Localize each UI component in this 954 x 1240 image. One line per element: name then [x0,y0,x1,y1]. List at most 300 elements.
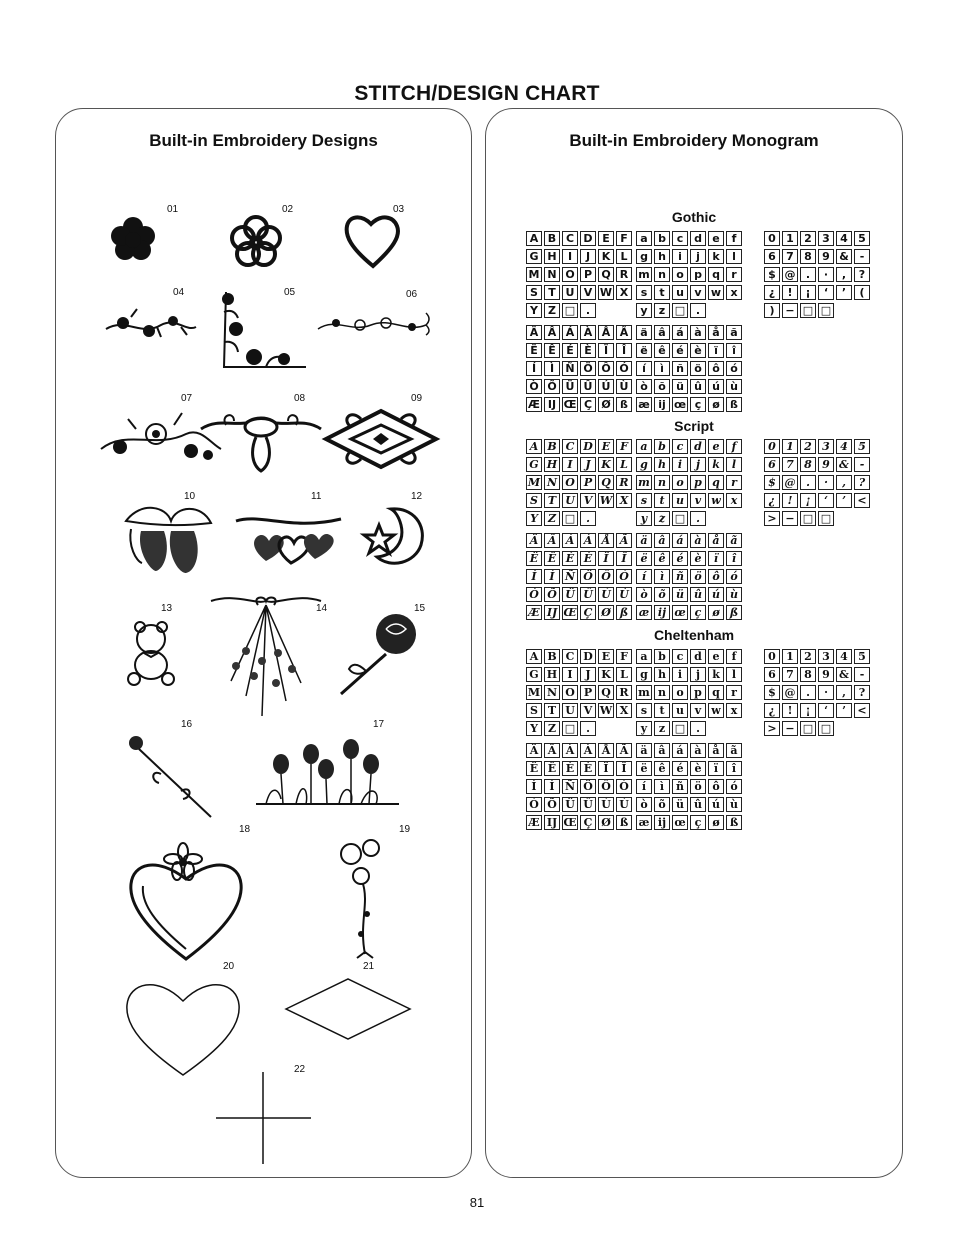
char-cell[interactable]: È [580,761,596,776]
char-cell[interactable]: B [544,231,560,246]
char-cell[interactable]: 5 [854,439,870,454]
char-cell[interactable]: õ [654,379,670,394]
char-cell[interactable]: í [636,779,652,794]
char-cell[interactable]: ä [636,325,652,340]
char-cell[interactable]: G [526,667,542,682]
char-cell[interactable]: 2 [800,439,816,454]
char-cell[interactable]: IJ [544,605,560,620]
char-cell[interactable]: ) [764,303,780,318]
char-cell[interactable]: ë [636,551,652,566]
char-cell[interactable]: Ê [544,551,560,566]
char-cell[interactable]: Q [598,685,614,700]
char-cell[interactable]: s [636,703,652,718]
char-cell[interactable]: , [836,685,852,700]
char-cell[interactable]: □ [818,511,834,526]
char-cell[interactable]: Ç [580,815,596,830]
char-cell[interactable]: 0 [764,649,780,664]
char-cell[interactable]: ‘ [818,493,834,508]
char-cell[interactable]: É [562,343,578,358]
char-cell[interactable]: N [544,475,560,490]
char-cell[interactable]: Ã [616,325,632,340]
char-cell[interactable]: I [562,249,578,264]
char-cell[interactable]: ’ [836,285,852,300]
char-cell[interactable]: Ù [616,587,632,602]
char-cell[interactable]: Ñ [562,569,578,584]
char-cell[interactable]: o [672,475,688,490]
char-cell[interactable]: @ [782,685,798,700]
char-cell[interactable]: Y [526,511,542,526]
char-cell[interactable]: ë [636,761,652,776]
char-cell[interactable]: ß [616,815,632,830]
char-cell[interactable]: z [654,721,670,736]
char-cell[interactable]: è [690,761,706,776]
char-cell[interactable]: . [800,475,816,490]
char-cell[interactable]: ù [726,797,742,812]
char-cell[interactable]: 3 [818,649,834,664]
char-cell[interactable]: ¡ [800,703,816,718]
char-cell[interactable]: t [654,703,670,718]
char-cell[interactable]: í [636,569,652,584]
char-cell[interactable]: g [636,667,652,682]
char-cell[interactable]: Z [544,303,560,318]
char-cell[interactable]: □ [818,721,834,736]
char-cell[interactable]: ö [690,569,706,584]
char-cell[interactable]: i [672,249,688,264]
char-cell[interactable]: . [800,685,816,700]
char-cell[interactable]: D [580,231,596,246]
char-cell[interactable]: Â [544,533,560,548]
char-cell[interactable]: S [526,285,542,300]
char-cell[interactable]: E [598,439,614,454]
char-cell[interactable]: ß [726,397,742,412]
char-cell[interactable]: Ú [598,797,614,812]
char-cell[interactable]: K [598,667,614,682]
char-cell[interactable]: □ [562,511,578,526]
char-cell[interactable]: n [654,475,670,490]
char-cell[interactable]: □ [800,721,816,736]
char-cell[interactable]: í [636,361,652,376]
char-cell[interactable]: 6 [764,667,780,682]
char-cell[interactable]: ô [708,779,724,794]
char-cell[interactable]: ß [616,397,632,412]
char-cell[interactable]: î [726,551,742,566]
char-cell[interactable]: □ [562,721,578,736]
char-cell[interactable]: Ë [526,761,542,776]
char-cell[interactable]: d [690,439,706,454]
char-cell[interactable]: 3 [818,439,834,454]
char-cell[interactable]: ? [854,685,870,700]
char-cell[interactable]: □ [672,511,688,526]
char-cell[interactable]: Z [544,511,560,526]
char-cell[interactable]: ú [708,379,724,394]
char-cell[interactable]: R [616,685,632,700]
char-cell[interactable]: f [726,231,742,246]
char-cell[interactable]: − [782,511,798,526]
char-cell[interactable]: B [544,649,560,664]
char-cell[interactable]: 8 [800,667,816,682]
char-cell[interactable]: . [580,721,596,736]
char-cell[interactable]: Æ [526,815,542,830]
char-cell[interactable]: a [636,231,652,246]
char-cell[interactable]: ¿ [764,703,780,718]
char-cell[interactable]: v [690,703,706,718]
char-cell[interactable]: t [654,285,670,300]
char-cell[interactable]: Ï [598,343,614,358]
char-cell[interactable]: Ö [580,779,596,794]
char-cell[interactable]: y [636,721,652,736]
char-cell[interactable]: □ [672,303,688,318]
char-cell[interactable]: à [690,533,706,548]
char-cell[interactable]: Ê [544,343,560,358]
char-cell[interactable]: Í [526,569,542,584]
char-cell[interactable]: r [726,685,742,700]
char-cell[interactable]: ó [726,569,742,584]
char-cell[interactable]: R [616,475,632,490]
char-cell[interactable]: P [580,267,596,282]
char-cell[interactable]: l [726,667,742,682]
char-cell[interactable]: œ [673,398,687,411]
char-cell[interactable]: Õ [544,587,560,602]
char-cell[interactable]: Á [562,533,578,548]
char-cell[interactable]: d [690,649,706,664]
char-cell[interactable]: I [562,667,578,682]
char-cell[interactable]: b [654,649,670,664]
char-cell[interactable]: ò [636,797,652,812]
char-cell[interactable]: ü [672,797,688,812]
char-cell[interactable]: O [562,267,578,282]
char-cell[interactable]: E [598,231,614,246]
char-cell[interactable]: Œ [563,606,577,619]
char-cell[interactable]: ù [726,379,742,394]
char-cell[interactable]: œ [672,605,688,620]
char-cell[interactable]: ú [708,797,724,812]
char-cell[interactable]: G [526,249,542,264]
char-cell[interactable]: X [616,703,632,718]
char-cell[interactable]: œ [672,815,688,830]
char-cell[interactable]: 5 [854,649,870,664]
char-cell[interactable]: ij [654,605,670,620]
char-cell[interactable]: Ú [598,379,614,394]
char-cell[interactable]: S [526,703,542,718]
char-cell[interactable]: 3 [818,231,834,246]
char-cell[interactable]: c [672,649,688,664]
char-cell[interactable]: n [654,267,670,282]
char-cell[interactable]: L [616,249,632,264]
char-cell[interactable]: Ò [526,587,542,602]
char-cell[interactable]: 9 [818,457,834,472]
char-cell[interactable]: ï [708,761,724,776]
char-cell[interactable]: □ [672,721,688,736]
char-cell[interactable]: . [690,721,706,736]
char-cell[interactable]: ê [654,551,670,566]
char-cell[interactable]: U [562,493,578,508]
char-cell[interactable]: ø [708,815,724,830]
char-cell[interactable]: R [616,267,632,282]
char-cell[interactable]: H [544,249,560,264]
char-cell[interactable]: Û [580,587,596,602]
char-cell[interactable]: Ä [526,533,542,548]
char-cell[interactable]: ? [854,475,870,490]
char-cell[interactable]: Å [598,743,614,758]
char-cell[interactable]: IJ [544,397,560,412]
char-cell[interactable]: 7 [782,667,798,682]
char-cell[interactable]: F [616,439,632,454]
char-cell[interactable]: $ [764,475,780,490]
char-cell[interactable]: ò [636,379,652,394]
char-cell[interactable]: ñ [672,779,688,794]
char-cell[interactable]: D [580,439,596,454]
char-cell[interactable]: □ [562,303,578,318]
char-cell[interactable]: M [527,686,541,699]
char-cell[interactable]: a [636,439,652,454]
char-cell[interactable]: Ë [526,343,542,358]
char-cell[interactable]: Œ [563,398,577,411]
char-cell[interactable]: F [616,231,632,246]
char-cell[interactable]: h [654,457,670,472]
char-cell[interactable]: e [708,649,724,664]
char-cell[interactable]: Õ [544,379,560,394]
char-cell[interactable]: i [672,667,688,682]
char-cell[interactable]: Í [526,361,542,376]
char-cell[interactable]: x [726,493,742,508]
char-cell[interactable]: Ë [526,551,542,566]
char-cell[interactable]: s [636,493,652,508]
char-cell[interactable]: k [708,249,724,264]
char-cell[interactable]: Ç [580,397,596,412]
char-cell[interactable]: Û [580,797,596,812]
char-cell[interactable]: 2 [800,231,816,246]
char-cell[interactable]: ¿ [764,493,780,508]
char-cell[interactable]: r [726,475,742,490]
char-cell[interactable]: 4 [836,231,852,246]
char-cell[interactable]: ’ [836,493,852,508]
char-cell[interactable]: m [636,685,652,700]
char-cell[interactable]: ì [654,779,670,794]
char-cell[interactable]: à [690,743,706,758]
char-cell[interactable]: e [708,231,724,246]
char-cell[interactable]: & [836,249,852,264]
char-cell[interactable]: · [818,267,834,282]
char-cell[interactable]: m [636,267,652,282]
char-cell[interactable]: ù [726,587,742,602]
char-cell[interactable]: æ [636,815,652,830]
char-cell[interactable]: K [598,457,614,472]
char-cell[interactable]: 1 [782,649,798,664]
char-cell[interactable]: J [580,667,596,682]
char-cell[interactable]: 8 [800,457,816,472]
char-cell[interactable]: q [708,475,724,490]
char-cell[interactable]: < [854,703,870,718]
char-cell[interactable]: é [672,551,688,566]
char-cell[interactable]: Æ [526,397,542,412]
char-cell[interactable]: ß [726,815,742,830]
char-cell[interactable]: x [726,285,742,300]
char-cell[interactable]: v [690,493,706,508]
char-cell[interactable]: É [562,761,578,776]
char-cell[interactable]: 4 [836,649,852,664]
char-cell[interactable]: a [636,649,652,664]
char-cell[interactable]: Q [598,475,614,490]
char-cell[interactable]: î [726,761,742,776]
char-cell[interactable]: Ò [526,379,542,394]
char-cell[interactable]: ( [854,285,870,300]
char-cell[interactable]: Á [562,325,578,340]
char-cell[interactable]: N [544,685,560,700]
char-cell[interactable]: ¿ [764,285,780,300]
char-cell[interactable]: & [836,457,852,472]
char-cell[interactable]: ï [708,343,724,358]
char-cell[interactable]: ä [636,743,652,758]
char-cell[interactable]: ‘ [818,703,834,718]
char-cell[interactable]: ß [616,605,632,620]
char-cell[interactable]: 5 [854,231,870,246]
char-cell[interactable]: Î [616,551,632,566]
char-cell[interactable]: È [580,551,596,566]
char-cell[interactable]: Ç [580,605,596,620]
char-cell[interactable]: L [616,457,632,472]
char-cell[interactable]: ø [708,397,724,412]
char-cell[interactable]: à [690,325,706,340]
char-cell[interactable]: ü [672,587,688,602]
char-cell[interactable]: ã [726,533,742,548]
char-cell[interactable]: > [764,721,780,736]
char-cell[interactable]: Å [598,533,614,548]
char-cell[interactable]: Á [562,743,578,758]
char-cell[interactable]: å [708,533,724,548]
char-cell[interactable]: G [526,457,542,472]
char-cell[interactable]: ã [726,325,742,340]
char-cell[interactable]: @ [782,267,798,282]
char-cell[interactable]: Y [526,303,542,318]
char-cell[interactable]: á [672,325,688,340]
char-cell[interactable]: O [562,475,578,490]
char-cell[interactable]: e [708,439,724,454]
char-cell[interactable]: 1 [782,231,798,246]
char-cell[interactable]: ó [726,779,742,794]
char-cell[interactable]: A [526,439,542,454]
char-cell[interactable]: @ [782,475,798,490]
char-cell[interactable]: g [636,249,652,264]
char-cell[interactable]: Ô [598,779,614,794]
char-cell[interactable]: ó [726,361,742,376]
char-cell[interactable]: Ï [598,551,614,566]
char-cell[interactable]: 6 [764,457,780,472]
char-cell[interactable]: d [690,231,706,246]
char-cell[interactable]: 6 [764,249,780,264]
char-cell[interactable]: A [526,649,542,664]
char-cell[interactable]: Y [526,721,542,736]
char-cell[interactable]: ø [708,605,724,620]
char-cell[interactable]: Ú [598,587,614,602]
char-cell[interactable]: ij [654,397,670,412]
char-cell[interactable]: æ [636,397,652,412]
char-cell[interactable]: ? [854,267,870,282]
char-cell[interactable]: 9 [818,249,834,264]
char-cell[interactable]: u [672,493,688,508]
char-cell[interactable]: Ü [562,587,578,602]
char-cell[interactable]: $ [764,267,780,282]
char-cell[interactable]: x [726,703,742,718]
char-cell[interactable]: n [654,685,670,700]
char-cell[interactable]: Ø [598,815,614,830]
char-cell[interactable]: ! [782,285,798,300]
char-cell[interactable]: Ó [616,361,632,376]
char-cell[interactable]: Î [616,343,632,358]
char-cell[interactable]: V [580,493,596,508]
char-cell[interactable]: y [636,511,652,526]
char-cell[interactable]: u [672,285,688,300]
char-cell[interactable]: . [690,303,706,318]
char-cell[interactable]: z [654,303,670,318]
char-cell[interactable]: Q [598,267,614,282]
char-cell[interactable]: Ñ [562,779,578,794]
char-cell[interactable]: t [654,493,670,508]
char-cell[interactable]: ò [636,587,652,602]
char-cell[interactable]: I [562,457,578,472]
char-cell[interactable]: 0 [764,231,780,246]
char-cell[interactable]: Ì [544,779,560,794]
char-cell[interactable]: î [726,343,742,358]
char-cell[interactable]: Û [580,379,596,394]
char-cell[interactable]: C [562,231,578,246]
char-cell[interactable]: o [672,267,688,282]
char-cell[interactable]: $ [764,685,780,700]
char-cell[interactable]: p [690,475,706,490]
char-cell[interactable]: B [544,439,560,454]
char-cell[interactable]: Ä [526,325,542,340]
char-cell[interactable]: . [580,303,596,318]
char-cell[interactable]: M [527,476,541,489]
char-cell[interactable]: ü [672,379,688,394]
char-cell[interactable]: Ó [616,779,632,794]
char-cell[interactable]: l [726,457,742,472]
char-cell[interactable]: M [526,267,542,282]
char-cell[interactable]: U [562,285,578,300]
char-cell[interactable]: 7 [782,457,798,472]
char-cell[interactable]: Â [544,325,560,340]
char-cell[interactable]: Ì [544,361,560,376]
char-cell[interactable]: ê [654,343,670,358]
char-cell[interactable]: À [580,533,596,548]
char-cell[interactable]: Œ [563,816,577,829]
char-cell[interactable]: Å [598,325,614,340]
char-cell[interactable]: Â [544,743,560,758]
char-cell[interactable]: å [708,743,724,758]
char-cell[interactable]: À [580,325,596,340]
char-cell[interactable]: p [690,267,706,282]
char-cell[interactable]: C [562,649,578,664]
char-cell[interactable]: â [654,743,670,758]
char-cell[interactable]: ñ [672,361,688,376]
char-cell[interactable]: P [580,475,596,490]
char-cell[interactable]: ñ [672,569,688,584]
char-cell[interactable]: r [726,267,742,282]
char-cell[interactable]: E [598,649,614,664]
char-cell[interactable]: f [726,439,742,454]
char-cell[interactable]: □ [818,303,834,318]
char-cell[interactable]: 0 [764,439,780,454]
char-cell[interactable]: m [636,475,652,490]
char-cell[interactable]: ô [708,569,724,584]
char-cell[interactable]: è [690,343,706,358]
char-cell[interactable]: ’ [836,703,852,718]
char-cell[interactable]: û [690,797,706,812]
char-cell[interactable]: ö [690,779,706,794]
char-cell[interactable]: Ñ [562,361,578,376]
char-cell[interactable]: l [726,249,742,264]
char-cell[interactable]: □ [800,511,816,526]
char-cell[interactable]: o [672,685,688,700]
